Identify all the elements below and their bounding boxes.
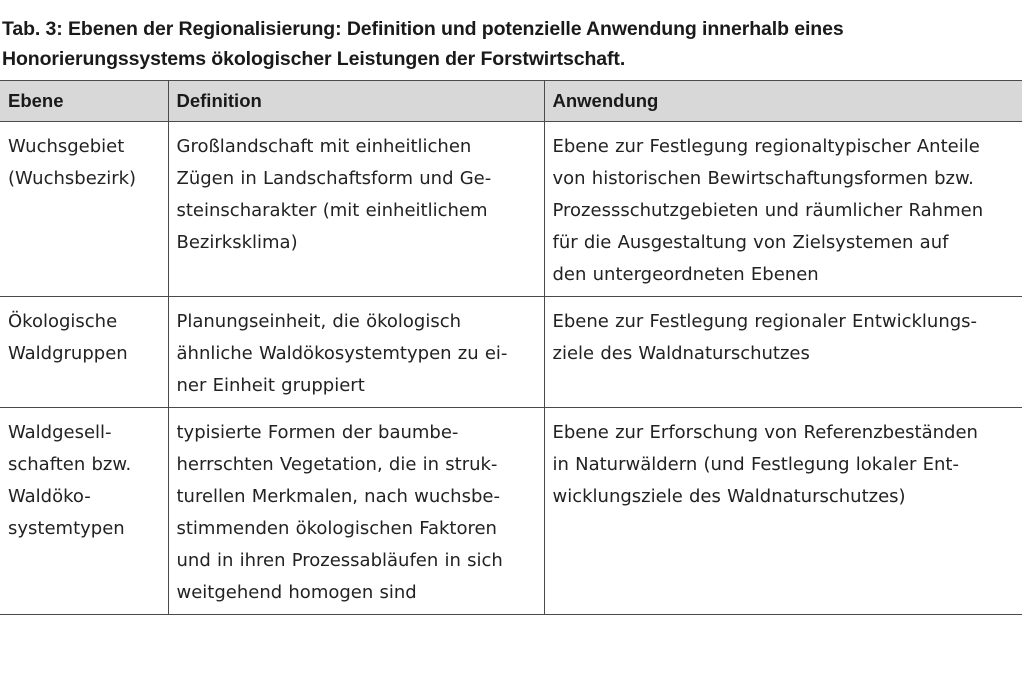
cell-line: Ökologische bbox=[8, 311, 118, 332]
column-header-definition: Definition bbox=[168, 81, 544, 122]
cell-line: turellen Merkmalen, nach wuchsbe- bbox=[176, 486, 500, 507]
cell-line: Wuchsgebiet bbox=[8, 136, 125, 157]
cell-line: Waldgesell- bbox=[8, 422, 112, 443]
cell-line: den untergeordneten Ebenen bbox=[552, 264, 819, 285]
cell-ebene bbox=[0, 122, 168, 297]
cell-line: Ebene zur Festlegung regionaltypischer Anteile bbox=[552, 136, 980, 157]
cell-line: Ebene zur Erforschung von Referenzbeständen bbox=[552, 422, 978, 443]
cell-definition bbox=[168, 408, 544, 615]
cell-line: von historischen Bewirtschaftungsformen bzw. bbox=[552, 168, 974, 189]
cell-ebene bbox=[0, 408, 168, 615]
cell-line: ner Einheit gruppiert bbox=[176, 375, 365, 396]
table-row bbox=[0, 122, 1022, 297]
caption-line-1: Tab. 3: Ebenen der Regionalisierung: Definition und potenzielle Anwendung innerhalb eines bbox=[2, 18, 844, 40]
cell-line: Waldgruppen bbox=[8, 343, 128, 364]
table-row bbox=[0, 408, 1022, 615]
cell-definition bbox=[168, 297, 544, 408]
cell-line: Zügen in Landschaftsform und Ge- bbox=[176, 168, 492, 189]
cell-line: Ebene zur Festlegung regionaler Entwicklungs- bbox=[552, 311, 978, 332]
cell-line: schaften bzw. bbox=[8, 454, 132, 475]
cell-line: Prozessschutzgebieten und räumlicher Rahmen bbox=[552, 200, 984, 221]
cell-anwendung bbox=[544, 408, 1022, 615]
table-caption bbox=[2, 14, 1012, 74]
cell-line: Waldöko- bbox=[8, 486, 91, 507]
cell-line: stimmenden ökologischen Faktoren bbox=[176, 518, 497, 539]
cell-line: steinscharakter (mit einheitlichem bbox=[176, 200, 488, 221]
cell-line: Großlandschaft mit einheitlichen bbox=[176, 136, 472, 157]
cell-anwendung bbox=[544, 297, 1022, 408]
caption-line-2: Honorierungssystems ökologischer Leistungen der Forstwirtschaft. bbox=[2, 48, 626, 70]
cell-line: herrschten Vegetation, die in struk- bbox=[176, 454, 498, 475]
cell-line: ähnliche Waldökosystemtypen zu ei- bbox=[176, 343, 508, 364]
cell-line: weitgehend homogen sind bbox=[176, 582, 417, 603]
cell-line: (Wuchsbezirk) bbox=[8, 168, 137, 189]
table-row bbox=[0, 297, 1022, 408]
cell-line: wicklungsziele des Waldnaturschutzes) bbox=[552, 486, 906, 507]
column-header-anwendung: Anwendung bbox=[544, 81, 1022, 122]
cell-anwendung bbox=[544, 122, 1022, 297]
cell-line: systemtypen bbox=[8, 518, 125, 539]
table-header-row bbox=[0, 81, 1022, 122]
cell-line: und in ihren Prozessabläufen in sich bbox=[176, 550, 503, 571]
column-header-ebene: Ebene bbox=[0, 81, 168, 122]
cell-line: für die Ausgestaltung von Zielsystemen auf bbox=[552, 232, 949, 253]
cell-line: ziele des Waldnaturschutzes bbox=[552, 343, 810, 364]
cell-line: in Naturwäldern (und Festlegung lokaler Ent- bbox=[552, 454, 959, 475]
cell-definition bbox=[168, 122, 544, 297]
cell-ebene bbox=[0, 297, 168, 408]
regionalization-table bbox=[0, 80, 1022, 615]
cell-line: Bezirksklima) bbox=[176, 232, 298, 253]
cell-line: typisierte Formen der baumbe- bbox=[176, 422, 459, 443]
cell-line: Planungseinheit, die ökologisch bbox=[176, 311, 462, 332]
